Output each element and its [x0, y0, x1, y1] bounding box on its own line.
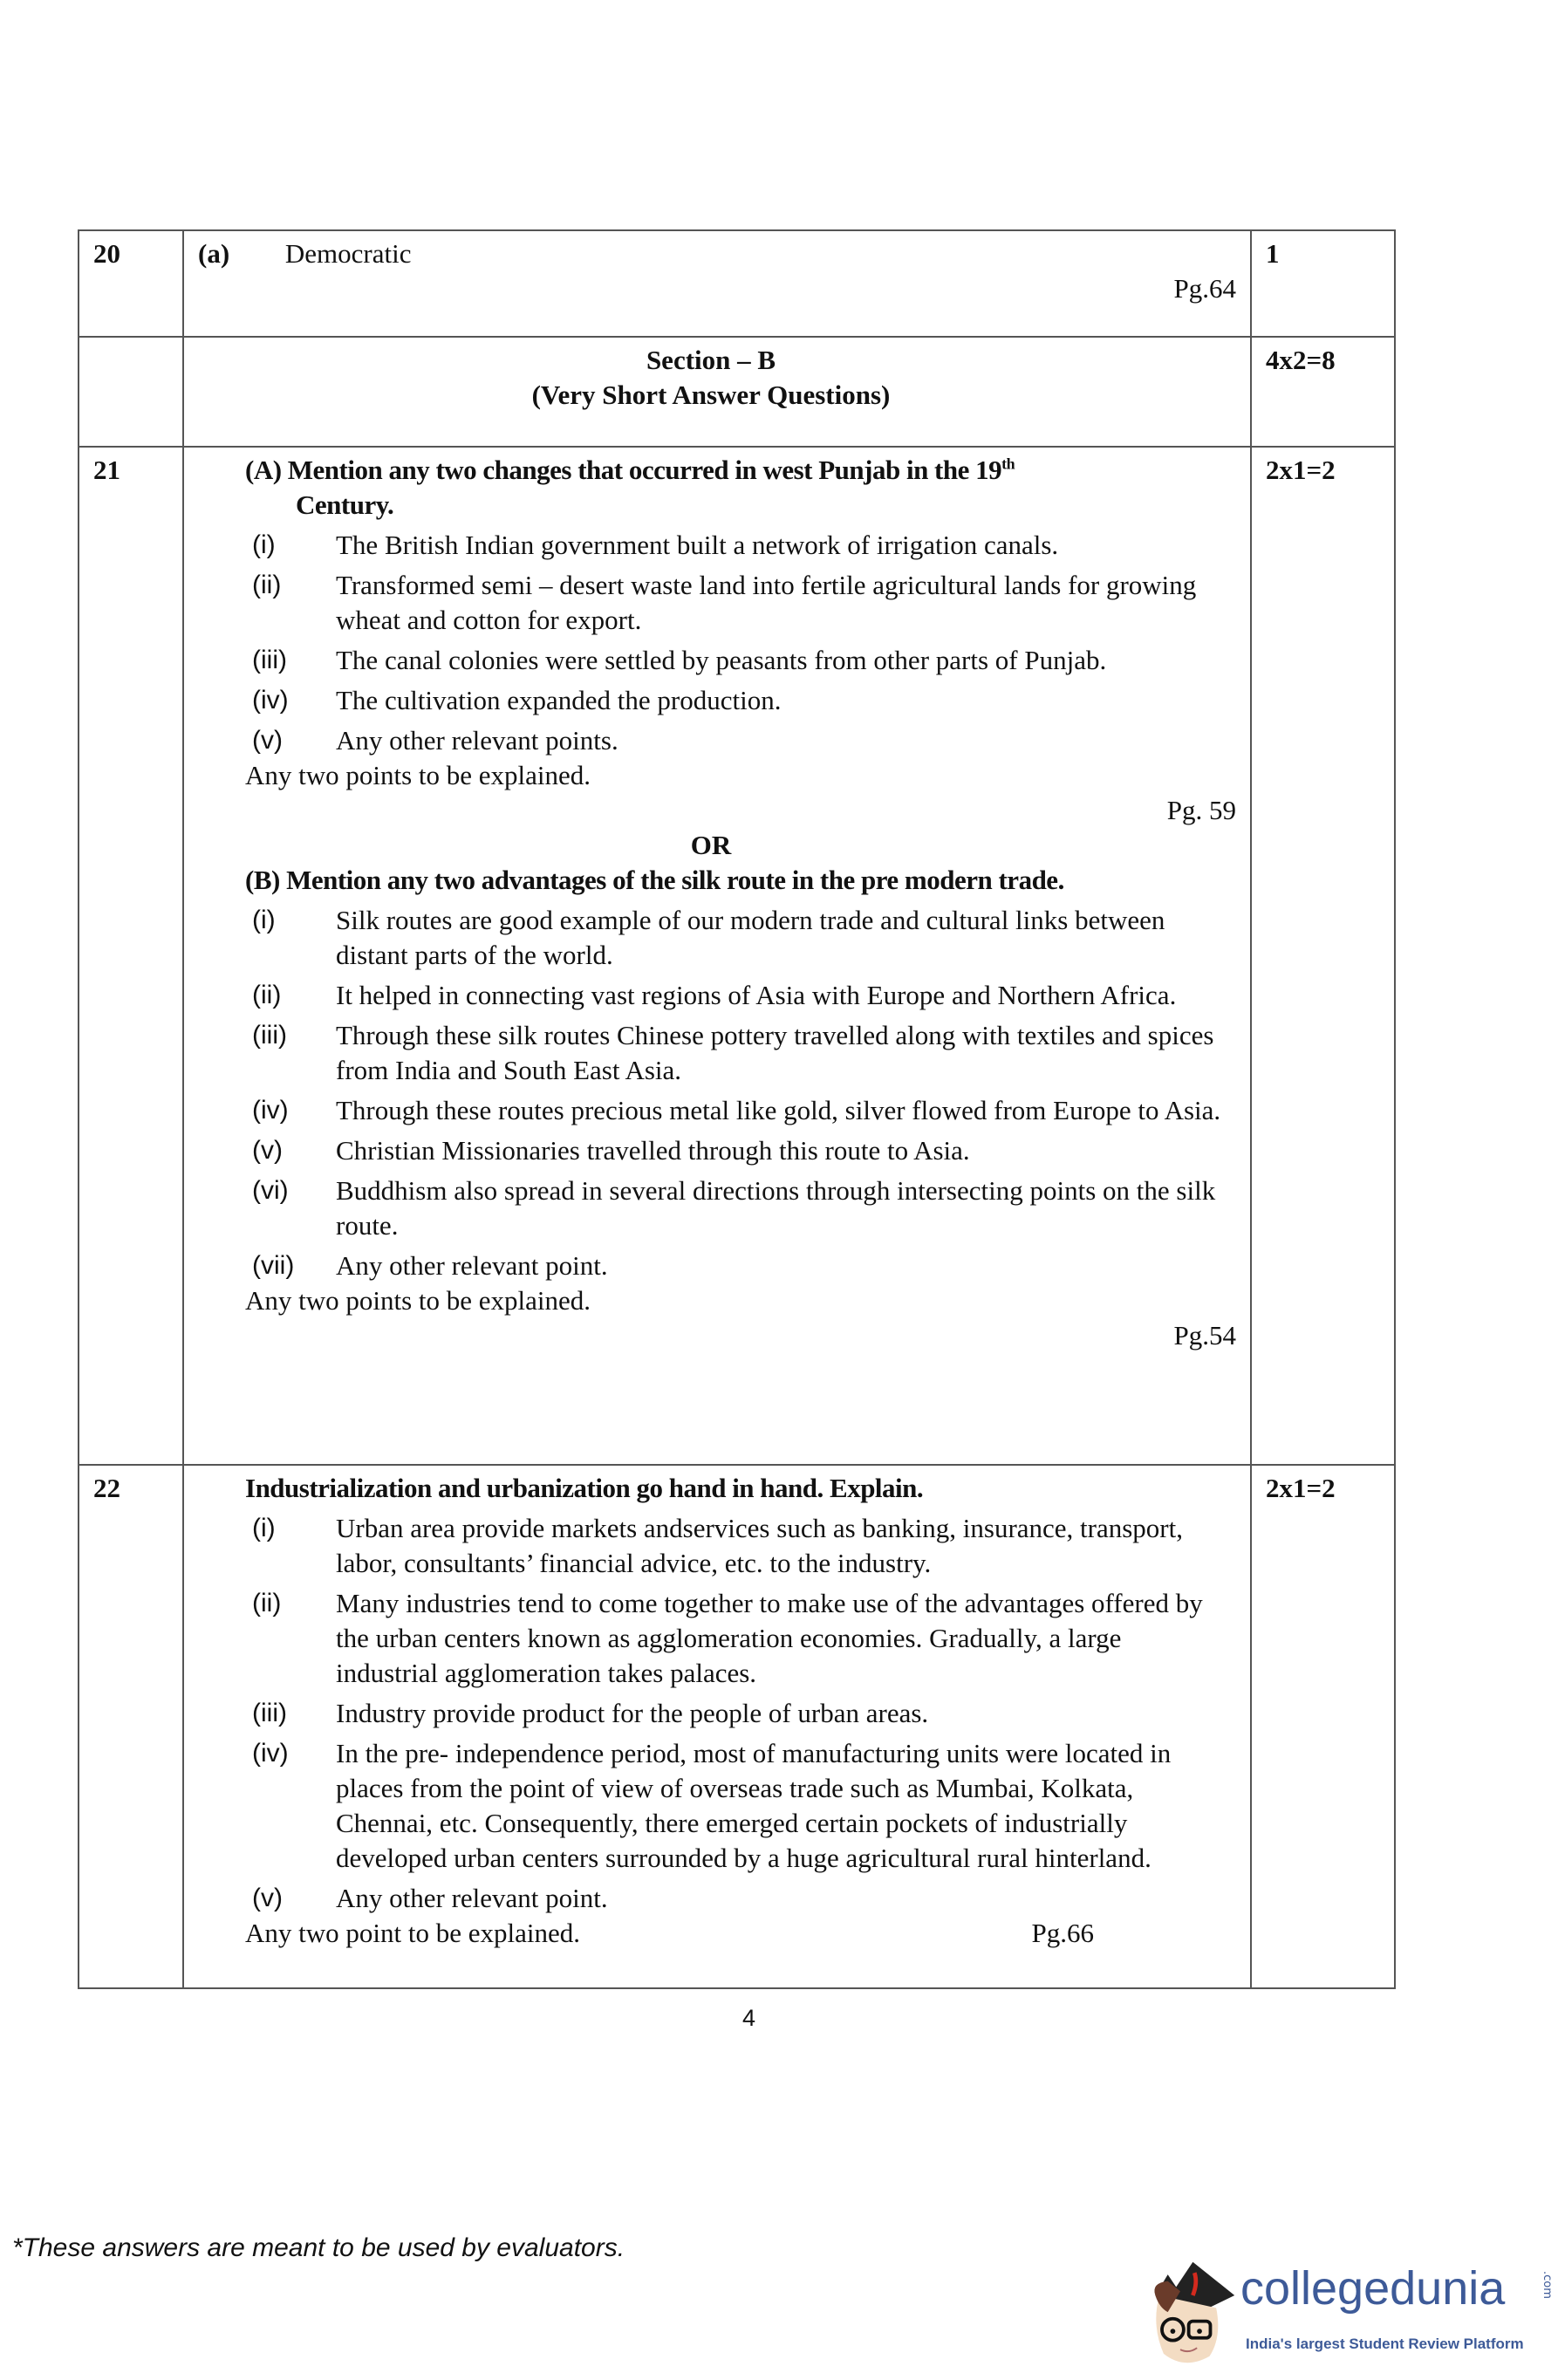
item-numeral: (iii) — [252, 1699, 287, 1727]
mascot-icon — [1143, 2255, 1239, 2373]
list-item — [184, 978, 1238, 1013]
item-text: Many industries tend to come together to make use of the advantages offered by the urban centers known as agglomeration economies. Gradually, a large industrial agglomeration takes palaces. — [336, 1588, 1203, 1688]
list-item — [184, 1696, 1238, 1731]
item-text: Urban area provide markets andservices such as banking, insurance, transport, labor, consultants’ financial advice, etc. to the industry. — [336, 1513, 1183, 1578]
item-text: The British Indian government built a network of irrigation canals. — [336, 530, 1059, 560]
note-row — [184, 1916, 1238, 1951]
collegedunia-logo — [1143, 2255, 1555, 2373]
item-text: Any other relevant point. — [336, 1883, 608, 1913]
item-numeral: (v) — [252, 1884, 283, 1912]
item-text: Industry provide product for the people of urban areas. — [336, 1698, 929, 1728]
item-numeral: (i) — [252, 906, 276, 934]
item-text: Through these silk routes Chinese pottery travelled along with textiles and spices from India and South East Asia. — [336, 1020, 1214, 1085]
item-numeral: (ii) — [252, 1589, 282, 1617]
item-text: Buddhism also spread in several directions through intersecting points on the silk route. — [336, 1175, 1216, 1241]
list-item — [184, 528, 1238, 563]
list-item — [184, 1093, 1238, 1128]
note: Any two points to be explained. — [245, 760, 591, 790]
table-row-section — [79, 337, 1395, 447]
item-numeral: (vii) — [252, 1251, 295, 1280]
list-item — [184, 683, 1238, 718]
question-a: (A) Mention any two changes that occurred in west Punjab in the 19th Century. — [245, 455, 1015, 520]
question: Industrialization and urbanization go hand in hand. Explain. — [245, 1473, 924, 1503]
list-item — [184, 568, 1238, 638]
page-ref: Pg.64 — [1173, 273, 1236, 304]
marks: 4x2=8 — [1251, 337, 1395, 447]
list-item — [184, 1018, 1238, 1088]
page-ref: Pg.66 — [1031, 1918, 1094, 1948]
page-ref: Pg.54 — [1173, 1320, 1236, 1351]
item-text: Silk routes are good example of our modern trade and cultural links between distant parts of the world. — [336, 905, 1165, 970]
answer-cell — [183, 230, 1251, 337]
list-item — [184, 1173, 1238, 1243]
item-numeral: (v) — [252, 1136, 283, 1165]
table-row-q20 — [79, 230, 1395, 337]
part-label: (a) — [198, 238, 230, 269]
item-text: The canal colonies were settled by peasants from other parts of Punjab. — [336, 645, 1107, 675]
list-item — [184, 1586, 1238, 1691]
item-text: Christian Missionaries travelled through this route to Asia. — [336, 1135, 970, 1166]
marking-scheme-table — [78, 229, 1396, 1989]
item-text: The cultivation expanded the production. — [336, 685, 782, 715]
item-numeral: (ii) — [252, 571, 282, 599]
item-text: Any other relevant points. — [336, 725, 618, 756]
logo-tagline: India's largest Student Review Platform — [1246, 2336, 1524, 2352]
section-header — [183, 337, 1251, 447]
item-numeral: (vi) — [252, 1176, 289, 1205]
list-item — [184, 723, 1238, 758]
list-item — [184, 1736, 1238, 1876]
item-numeral: (v) — [252, 726, 283, 755]
logo-domain: .com — [1541, 2271, 1554, 2299]
item-numeral: (iv) — [252, 686, 289, 715]
page-ref: Pg. 59 — [1166, 795, 1236, 825]
item-text: Any other relevant point. — [336, 1250, 608, 1281]
footer-note: *These answers are meant to be used by evaluators. — [12, 2233, 625, 2262]
list-item — [184, 903, 1238, 973]
question-number: 21 — [79, 447, 183, 1465]
marks: 2x1=2 — [1251, 447, 1395, 1465]
list-item — [184, 1248, 1238, 1283]
question-number: 22 — [79, 1465, 183, 1988]
marks: 2x1=2 — [1251, 1465, 1395, 1988]
section-subtitle: (Very Short Answer Questions) — [531, 380, 891, 410]
table-row-q22 — [79, 1465, 1395, 1988]
question-number: 20 — [79, 230, 183, 337]
item-numeral: (i) — [252, 1514, 276, 1542]
item-numeral: (ii) — [252, 981, 282, 1009]
list-item — [184, 1511, 1238, 1581]
item-numeral: (iv) — [252, 1739, 289, 1768]
main-content — [78, 229, 1396, 2032]
item-numeral: (iv) — [252, 1096, 289, 1125]
item-text: In the pre- independence period, most of manufacturing units were located in places from the point of view of overseas trade such as Mumbai, Kolkata, Chennai, etc. Consequently, there emerged certain pockets of industrially developed urban centers surrounded by a huge agricultural rural hinterland. — [336, 1738, 1172, 1873]
answer-text: Democratic — [284, 238, 412, 269]
marks: 1 — [1251, 230, 1395, 337]
item-text: Transformed semi – desert waste land into fertile agricultural lands for growing wheat and cotton for export. — [336, 570, 1197, 635]
answer-cell — [183, 1465, 1251, 1988]
table-row-q21 — [79, 447, 1395, 1465]
list-item — [184, 1133, 1238, 1168]
page-number: 4 — [741, 2005, 756, 2031]
item-numeral: (iii) — [252, 1021, 287, 1050]
section-title: Section – B — [646, 345, 776, 375]
note: Any two point to be explained. — [245, 1918, 580, 1948]
note: Any two points to be explained. — [245, 1285, 591, 1316]
item-numeral: (i) — [252, 530, 276, 559]
answer-cell — [183, 447, 1251, 1465]
item-text: It helped in connecting vast regions of Asia with Europe and Northern Africa. — [336, 980, 1177, 1010]
or-separator: OR — [690, 830, 732, 860]
question-b: (B) Mention any two advantages of the silk route in the pre modern trade. — [245, 865, 1064, 895]
list-item — [184, 1881, 1238, 1916]
logo-wordmark: collegedunia — [1240, 2262, 1506, 2315]
item-numeral: (iii) — [252, 646, 287, 674]
list-item — [184, 643, 1238, 678]
item-text: Through these routes precious metal like gold, silver flowed from Europe to Asia. — [336, 1095, 1221, 1125]
